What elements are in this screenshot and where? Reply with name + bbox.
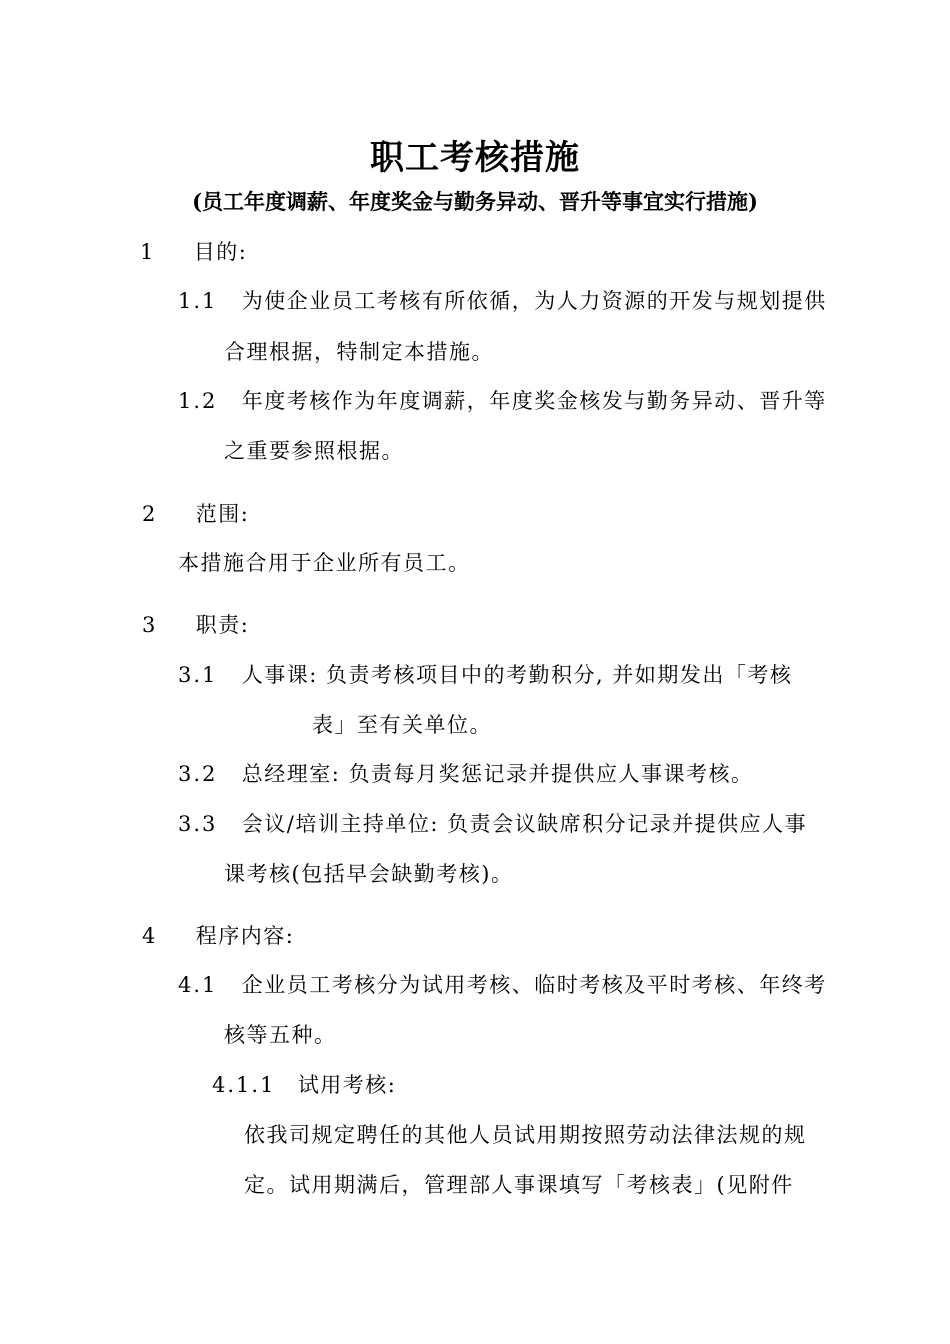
item-number: 3.3	[178, 812, 218, 836]
subitem-heading-text: 试用考核:	[297, 1073, 397, 1097]
item-text: 企业员工考核分为试用考核、临时考核及平时考核、年终考	[241, 973, 827, 997]
document-subtitle: (员工年度调薪、年度奖金与勤务异动、晋升等事宜实行措施)	[192, 189, 758, 214]
item-text: 人事课: 负责考核项目中的考勤积分, 并如期发出「考核	[241, 663, 793, 687]
section-heading-text: 范围:	[195, 502, 250, 526]
item-number: 3.1	[178, 663, 218, 687]
item-text: 年度考核作为年度调薪，年度奖金核发与勤务异动、晋升等	[241, 389, 827, 413]
subitem-4-1-1-line-1: 依我司规定聘任的其他人员试用期按照劳动法律法规的规	[244, 1123, 807, 1147]
item-number: 4.1	[178, 973, 218, 997]
section-number: 4	[142, 924, 158, 948]
subitem-4-1-1-heading	[212, 1071, 396, 1099]
subitem-4-1-1-line-2: 定。试用期满后，管理部人事课填写「考核表」(见附件	[244, 1173, 794, 1197]
item-1-1-line-1	[178, 287, 827, 315]
section-2-body: 本措施合用于企业所有员工。	[178, 551, 471, 575]
document-title: 职工考核措施	[370, 138, 580, 178]
item-1-2-line-1	[178, 387, 827, 415]
item-3-3-line-1	[178, 810, 807, 838]
section-heading-text: 职责:	[195, 613, 250, 637]
item-1-2-line-2: 之重要参照根据。	[224, 439, 404, 463]
item-4-1-line-2: 核等五种。	[224, 1023, 337, 1047]
section-2-heading	[142, 500, 249, 528]
section-number: 1	[140, 240, 156, 264]
subitem-number: 4.1.1	[212, 1073, 276, 1097]
item-3-2-line-1	[178, 760, 754, 788]
section-1-heading	[140, 238, 247, 266]
item-3-3-line-2: 课考核(包括早会缺勤考核)。	[224, 862, 514, 886]
section-heading-text: 目的:	[193, 240, 248, 264]
item-text: 会议/培训主持单位: 负责会议缺席积分记录并提供应人事	[241, 812, 808, 836]
item-text: 为使企业员工考核有所依循，为人力资源的开发与规划提供	[241, 289, 827, 313]
item-1-1-line-2: 合理根据，特制定本措施。	[224, 340, 494, 364]
section-number: 3	[142, 613, 158, 637]
section-number: 2	[142, 502, 158, 526]
item-number: 1.1	[178, 289, 218, 313]
item-3-1-line-2: 表」至有关单位。	[312, 713, 492, 737]
item-number: 1.2	[178, 389, 218, 413]
item-4-1-line-1	[178, 971, 827, 999]
section-heading-text: 程序内容:	[195, 924, 295, 948]
item-number: 3.2	[178, 762, 218, 786]
item-text: 总经理室: 负责每月奖惩记录并提供应人事课考核。	[241, 762, 754, 786]
item-3-1-line-1	[178, 661, 792, 689]
section-4-heading	[142, 922, 294, 950]
section-3-heading	[142, 611, 249, 639]
